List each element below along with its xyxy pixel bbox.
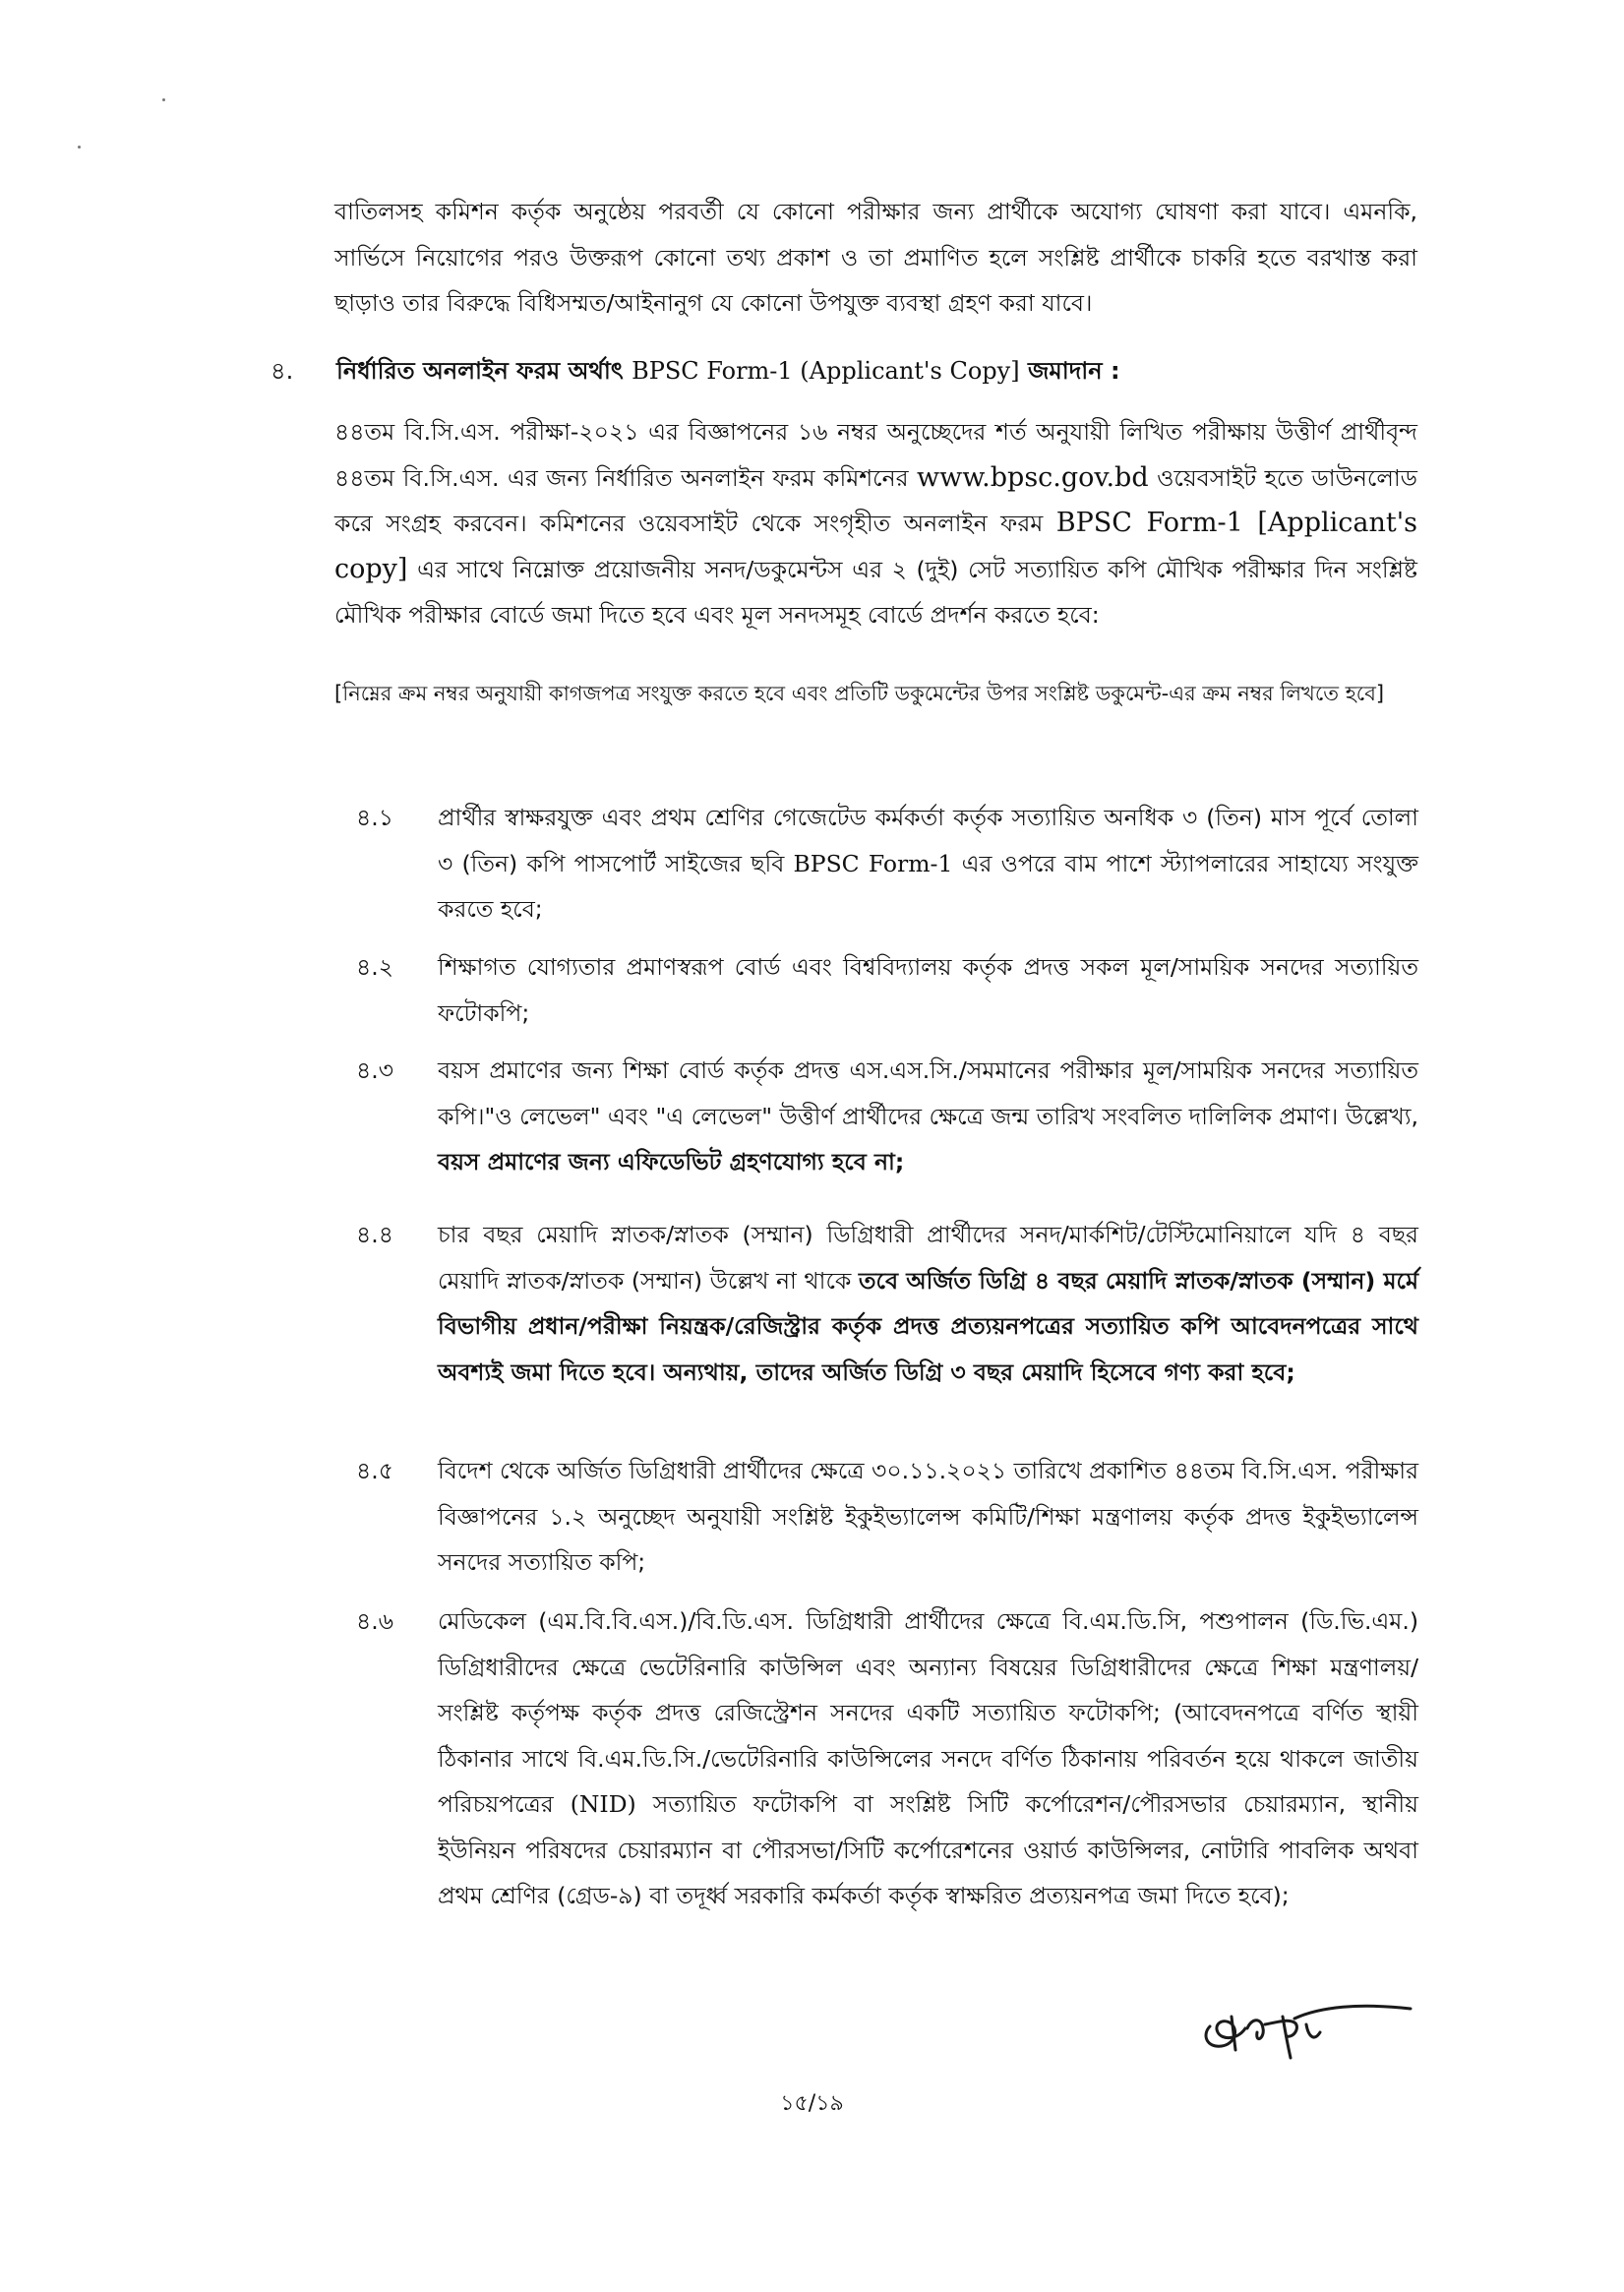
body-form-name: BPSC Form-1 [Applicant's copy]	[334, 508, 1417, 584]
scan-speck	[78, 146, 81, 149]
section-body-part1: ৪৪তম বি.সি.এস. পরীক্ষা-২০২১ এর বিজ্ঞাপনের ১৬ নম্বর অনুচ্ছেদের শর্ত অনুযায়ী লিখিত পরীক্ষায় উত্তীর্ণ প্রার্থীবৃন্দ ৪৪তম বি.সি.এস. এর জন্য নির্ধারিত অনলাইন ফরম কমিশনের	[334, 418, 1417, 492]
list-item-text	[438, 1598, 1418, 1919]
section-body	[334, 409, 1417, 638]
heading-form-name: BPSC Form-1 (Applicant's Copy]	[632, 357, 1020, 385]
list-item-text	[438, 795, 1418, 933]
list-item-text	[438, 1448, 1418, 1586]
body-text: শিক্ষাগত যোগ্যতার প্রমাণস্বরূপ বোর্ড এবং বিশ্ববিদ্যালয় কর্তৃক প্রদত্ত সকল মূল/সাময়িক সনদের সত্যায়িত ফটোকপি;	[438, 953, 1418, 1027]
website-url: www.bpsc.gov.bd	[917, 461, 1149, 493]
section-number: ৪.	[271, 357, 294, 385]
body-text: সত্যায়িত ফটোকপি বা সংশ্লিষ্ট সিটি কর্পোরেশন/পৌরসভার চেয়ারম্যান, স্থানীয় ইউনিয়ন পরিষদের চেয়ারম্যান বা পৌরসভা/সিটি কর্পোরেশনের ওয়ার্ড কাউন্সিলর, নোটারি পাবলিক অথবা প্রথম শ্রেণির (গ্রেড-৯) বা তদূর্ধ্ব সরকারি কর্মকর্তা কর্তৃক স্বাক্ষরিত প্রত্যয়নপত্র জমা দিতে হবে);	[438, 1790, 1418, 1909]
list-item-number: ৪.১	[356, 804, 393, 831]
intro-paragraph: বাতিলসহ কমিশন কর্তৃক অনুষ্ঠেয় পরবর্তী যে কোনো পরীক্ষার জন্য প্রার্থীকে অযোগ্য ঘোষণা করা যাবে। এমনকি, সার্ভিসে নিয়োগের পরও উক্তরূপ কোনো তথ্য প্রকাশ ও তা প্রমাণিত হলে সংশ্লিষ্ট প্রার্থীকে চাকরি হতে বরখাস্ত করা ছাড়াও তার বিরুদ্ধে বিধিসম্মত/আইনানুগ যে কোনো উপযুক্ত ব্যবস্থা গ্রহণ করা যাবে।	[334, 198, 1417, 317]
section-body-part2: ওয়েবসাইট হতে ডাউনলোড করে সংগ্রহ করবেন। কমিশনের ওয়েবসাইট থেকে সংগৃহীত অনলাইন ফরম	[334, 463, 1417, 537]
list-item-number: ৪.৪	[356, 1221, 393, 1248]
list-item-text	[438, 944, 1418, 1036]
emphasis-text: তবে অর্জিত ডিগ্রি ৪ বছর মেয়াদি স্নাতক/স্নাতক (সম্মান) মর্মে বিভাগীয় প্রধান/পরীক্ষা নিয়ন্ত্রক/রেজিস্ট্রার কর্তৃক প্রদত্ত প্রত্যয়নপত্রের সত্যায়িত কপি আবেদনপত্রের সাথে অবশ্যই জমা দিতে হবে। অন্যথায়, তাদের অর্জিত ডিগ্রি ৩ বছর মেয়াদি হিসেবে গণ্য করা হবে;	[438, 1266, 1418, 1386]
heading-suffix: জমাদান :	[1027, 357, 1120, 385]
section-note: [নিম্নের ক্রম নম্বর অনুযায়ী কাগজপত্র সংযুক্ত করতে হবে এবং প্রতিটি ডকুমেন্টের উপর সংশ্লিষ্ট ডকুমেন্ট-এর ক্রম নম্বর লিখতে হবে]	[334, 682, 1385, 705]
body-text: মেডিকেল (এম.বি.বি.এস.)/বি.ডি.এস. ডিগ্রিধারী প্রার্থীদের ক্ষেত্রে বি.এম.ডি.সি, পশুপালন (ডি.ভি.এম.) ডিগ্রিধারীদের ক্ষেত্রে ভেটেরিনারি কাউন্সিল এবং অন্যান্য বিষয়ের ডিগ্রিধারীদের ক্ষেত্রে শিক্ষা মন্ত্রণালয়/সংশ্লিষ্ট কর্তৃপক্ষ কর্তৃক প্রদত্ত রেজিস্ট্রেশন সনদের একটি সত্যায়িত ফটোকপি; (আবেদনপত্রে বর্ণিত স্থায়ী ঠিকানার সাথে বি.এম.ডি.সি./ভেটেরিনারি কাউন্সিলের সনদে বর্ণিত ঠিকানায় পরিবর্তন হয়ে থাকলে জাতীয় পরিচয়পত্রের	[438, 1607, 1418, 1818]
list-item-text	[438, 1048, 1418, 1185]
list-item-text	[438, 1212, 1418, 1395]
body-text: BPSC Form-1	[793, 849, 953, 877]
section-heading-text	[336, 351, 1120, 391]
scan-speck	[162, 98, 165, 101]
page-number: ১৫/১৯	[780, 2091, 844, 2116]
body-text: (NID)	[570, 1790, 636, 1818]
body-text: এর ওপরে বাম পাশে স্ট্যাপলারের সাহায্যে সংযুক্ত করতে হবে;	[438, 849, 1418, 923]
signature	[1192, 1989, 1418, 2068]
body-text: প্রার্থীর স্বাক্ষরযুক্ত এবং প্রথম শ্রেণির গেজেটেড কর্মকর্তা কর্তৃক সত্যায়িত অনধিক ৩ (তিন) মাস পূর্বে তোলা ৩ (তিন) কপি পাসপোর্ট সাইজের ছবি	[438, 804, 1418, 877]
body-text: বয়স প্রমাণের জন্য শিক্ষা বোর্ড কর্তৃক প্রদত্ত এস.এস.সি./সমমানের পরীক্ষার মূল/সাময়িক সনদের সত্যায়িত কপি।"ও লেভেল" এবং "এ লেভেল" উত্তীর্ণ প্রার্থীদের ক্ষেত্রে জন্ম তারিখ সংবলিত দালিলিক প্রমাণ। উল্লেখ্য,	[438, 1056, 1418, 1130]
emphasis-text: বয়স প্রমাণের জন্য এফিডেভিট গ্রহণযোগ্য হবে না;	[438, 1148, 905, 1176]
list-item-number: ৪.৫	[356, 1457, 393, 1484]
list-item-number: ৪.৬	[356, 1607, 393, 1635]
body-text: চার বছর মেয়াদি স্নাতক/স্নাতক (সম্মান) ডিগ্রিধারী প্রার্থীদের সনদ/মার্কশিট/টেস্টিমোনিয়ালে যদি ৪ বছর মেয়াদি স্নাতক/স্নাতক (সম্মান) উল্লেখ না থাকে	[438, 1221, 1418, 1295]
list-item-number: ৪.৩	[356, 1056, 393, 1084]
section-body-part3: এর সাথে নিম্নোক্ত প্রয়োজনীয় সনদ/ডকুমেন্টস এর ২ (দুই) সেট সত্যায়িত কপি মৌখিক পরীক্ষার দিন সংশ্লিষ্ট মৌখিক পরীক্ষার বোর্ডে জমা দিতে হবে এবং মূল সনদসমূহ বোর্ডে প্রদর্শন করতে হবে:	[334, 555, 1417, 629]
body-text: বিদেশ থেকে অর্জিত ডিগ্রিধারী প্রার্থীদের ক্ষেত্রে ৩০.১১.২০২১ তারিখে প্রকাশিত ৪৪তম বি.সি.এস. পরীক্ষার বিজ্ঞাপনের ১.২ অনুচ্ছেদ অনুযায়ী সংশ্লিষ্ট ইকুইভ্যালেন্স কমিটি/শিক্ষা মন্ত্রণালয় কর্তৃক প্রদত্ত ইকুইভ্যালেন্স সনদের সত্যায়িত কপি;	[438, 1457, 1418, 1576]
list-item-number: ৪.২	[356, 953, 393, 981]
heading-prefix: নির্ধারিত অনলাইন ফরম অর্থাৎ	[336, 357, 624, 385]
